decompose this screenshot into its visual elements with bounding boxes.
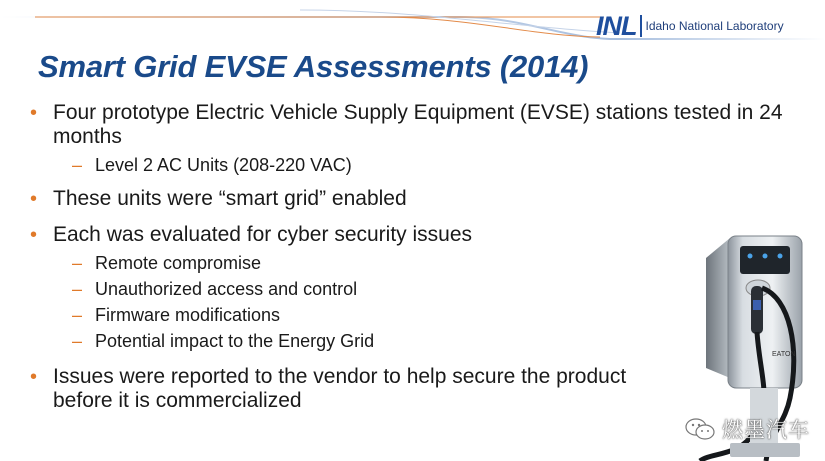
bullet-text: Issues were reported to the vendor to help secure the product before it is commercialized bbox=[53, 365, 627, 412]
watermark bbox=[684, 414, 810, 444]
watermark-text: 燃墨汽车 bbox=[722, 418, 810, 442]
sub-bullet-dash: – bbox=[72, 331, 83, 351]
inl-logo-mark: INL bbox=[596, 10, 637, 41]
bullet-text: These units were “smart grid” enabled bbox=[53, 187, 407, 210]
bullet-dot: • bbox=[30, 188, 38, 210]
inl-logo bbox=[596, 8, 784, 44]
bullet-text: Four prototype Electric Vehicle Supply Equipment (EVSE) stations tested in 24 months bbox=[53, 101, 783, 148]
bullet-dot: • bbox=[30, 366, 38, 388]
sub-bullet-item bbox=[28, 152, 788, 178]
sub-bullet-text: Level 2 AC Units (208-220 VAC) bbox=[95, 155, 352, 175]
sub-bullet-dash: – bbox=[72, 305, 83, 325]
wechat-icon bbox=[684, 416, 716, 442]
sub-bullet-text: Firmware modifications bbox=[95, 305, 281, 325]
bullet-dot: • bbox=[30, 224, 38, 246]
bullet-item bbox=[28, 223, 788, 247]
charger-brand-label: EATON bbox=[772, 351, 796, 358]
sub-bullet-text: Unauthorized access and control bbox=[95, 279, 358, 299]
logo-divider bbox=[640, 15, 642, 37]
sub-bullet-dash: – bbox=[72, 253, 83, 273]
sub-bullet-text: Remote compromise bbox=[95, 253, 262, 273]
sub-bullet-dash: – bbox=[72, 155, 83, 175]
bullet-item bbox=[28, 101, 788, 149]
slide-title: Smart Grid EVSE Assessments (2014) bbox=[38, 49, 589, 84]
bullet-text: Each was evaluated for cyber security issues bbox=[53, 223, 473, 246]
sub-bullet-text: Potential impact to the Energy Grid bbox=[95, 331, 375, 351]
inl-logo-org: Idaho National Laboratory bbox=[645, 19, 784, 33]
sub-bullet-dash: – bbox=[72, 279, 83, 299]
bullet-list bbox=[28, 101, 788, 413]
sub-bullet-item bbox=[28, 250, 788, 276]
sub-bullet-item bbox=[28, 328, 788, 354]
bullet-item bbox=[28, 187, 788, 211]
bullet-dot: • bbox=[30, 102, 38, 124]
sub-bullet-item bbox=[28, 276, 788, 302]
sub-bullet-item bbox=[28, 302, 788, 328]
bullet-item bbox=[28, 365, 633, 413]
